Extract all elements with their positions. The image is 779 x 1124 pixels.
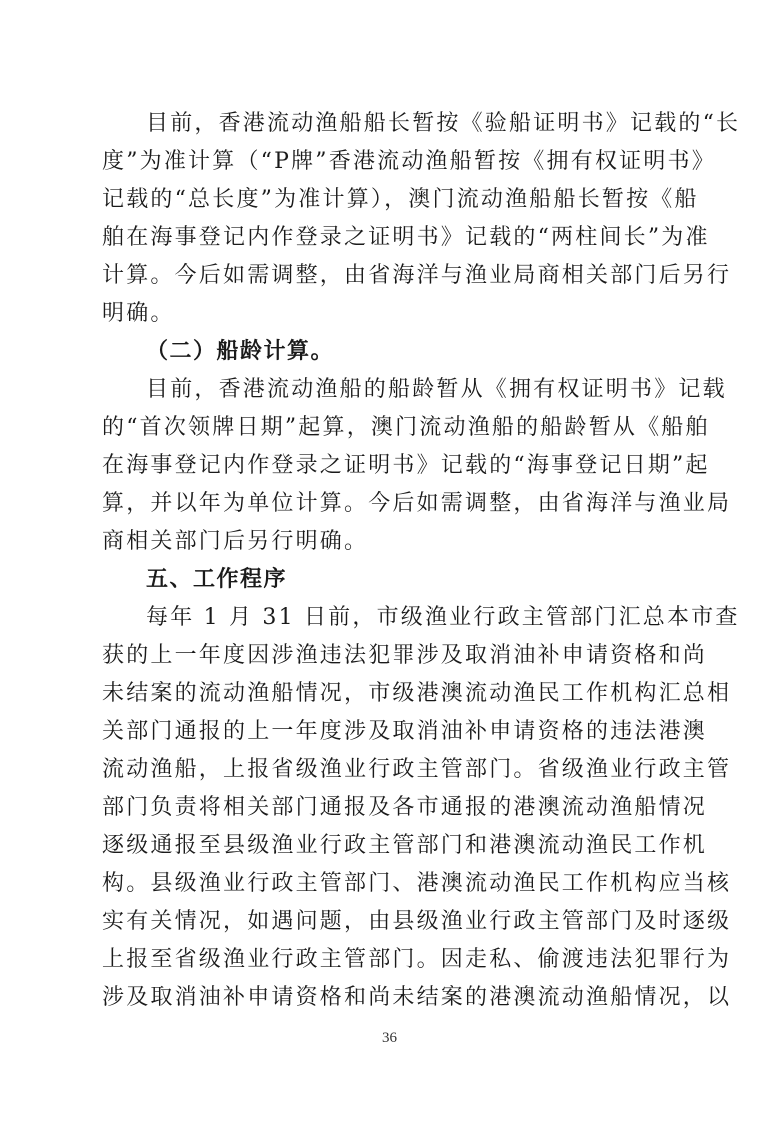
- paragraph-2-line-5: 商相关部门后另行明确。: [102, 529, 369, 554]
- page-number: 36: [382, 1030, 397, 1046]
- paragraph-3-line-8: 构。县级渔业行政主管部门、港澳流动渔民工作机构应当核: [102, 871, 732, 896]
- paragraph-3-line-10: 上报至省级渔业行政主管部门。因走私、偷渡违法犯罪行为: [102, 947, 732, 972]
- paragraph-3-line-4: 关部门通报的上一年度涉及取消油补申请资格的违法港澳: [102, 719, 708, 744]
- paragraph-3-line-1: 每年 1 月 31 日前，市级渔业行政主管部门汇总本市查: [146, 605, 740, 630]
- paragraph-1-line-4: 舶在海事登记内作登录之证明书》记载的“两柱间长”为准: [102, 225, 710, 250]
- paragraph-1-line-1: 目前，香港流动渔船船长暂按《验船证明书》记载的“长: [146, 111, 741, 136]
- subheading-ship-age: （二）船龄计算。: [146, 339, 335, 364]
- paragraph-3-line-9: 实有关情况，如遇问题，由县级渔业行政主管部门及时逐级: [102, 909, 732, 934]
- paragraph-1-line-5: 计算。今后如需调整，由省海洋与渔业局商相关部门后另行: [102, 263, 732, 288]
- paragraph-1-line-2: 度”为准计算（“P牌”香港流动渔船暂按《拥有权证明书》: [102, 149, 716, 174]
- paragraph-3-line-7: 逐级通报至县级渔业行政主管部门和港澳流动渔民工作机: [102, 833, 708, 858]
- paragraph-3-line-5: 流动渔船，上报省级渔业行政主管部门。省级渔业行政主管: [102, 757, 732, 782]
- paragraph-1-line-6: 明确。: [102, 301, 175, 326]
- paragraph-3-line-3: 未结案的流动渔船情况，市级港澳流动渔民工作机构汇总相: [102, 681, 732, 706]
- paragraph-3-line-2: 获的上一年度因涉渔违法犯罪涉及取消油补申请资格和尚: [102, 643, 708, 668]
- paragraph-2-line-2: 的“首次领牌日期”起算，澳门流动渔船的船龄暂从《船舶: [102, 415, 710, 440]
- paragraph-1-line-3: 记载的“总长度”为准计算），澳门流动渔船船长暂按《船: [102, 187, 699, 212]
- paragraph-3-line-6: 部门负责将相关部门通报及各市通报的港澳流动渔船情况: [102, 795, 708, 820]
- paragraph-3-line-11: 涉及取消油补申请资格和尚未结案的港澳流动渔船情况，以: [102, 985, 732, 1010]
- section-heading-work-procedure: 五、工作程序: [146, 567, 288, 592]
- paragraph-2-line-4: 算，并以年为单位计算。今后如需调整，由省海洋与渔业局: [102, 491, 732, 516]
- paragraph-2-line-3: 在海事登记内作登录之证明书》记载的“海事登记日期”起: [102, 453, 710, 478]
- paragraph-2-line-1: 目前，香港流动渔船的船龄暂从《拥有权证明书》记载: [146, 377, 727, 402]
